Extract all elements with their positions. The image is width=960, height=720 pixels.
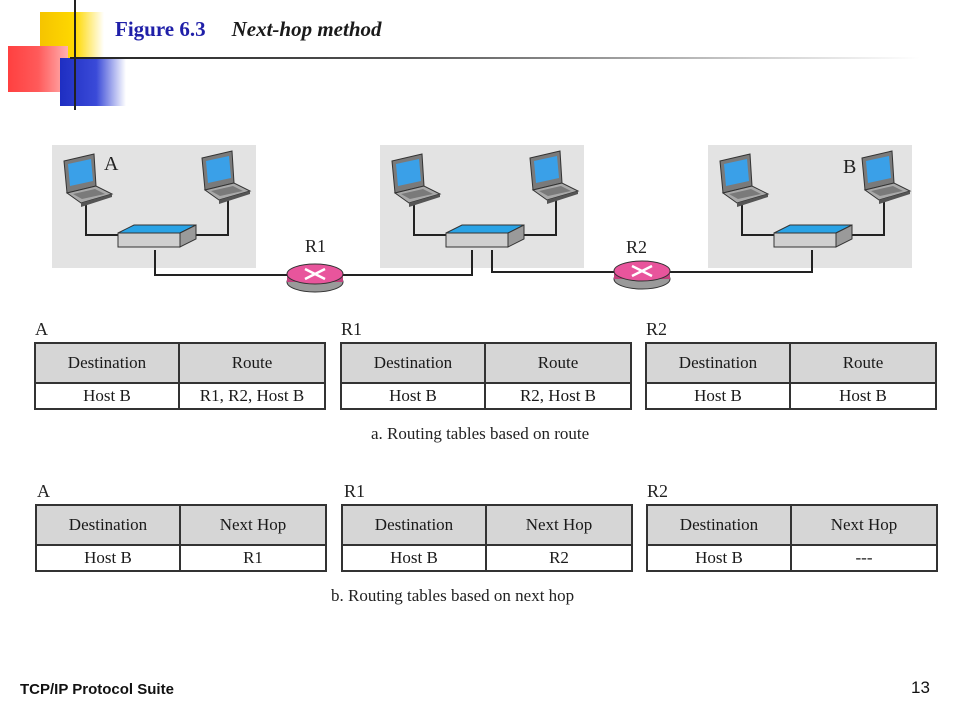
route-table-r1 — [340, 342, 632, 410]
nexthop-table-r1 — [341, 504, 633, 572]
table-row — [35, 383, 325, 409]
router-r1-label: R1 — [305, 236, 327, 256]
route-table-r2 — [645, 342, 937, 410]
switch-icon — [446, 225, 524, 247]
host-a-label: A — [104, 153, 119, 175]
table-header: Destination — [646, 343, 790, 383]
table-header: Destination — [341, 343, 485, 383]
footer-suite: TCP/IP Protocol Suite — [20, 681, 174, 698]
network-diagram — [0, 0, 960, 300]
table-cell: --- — [791, 545, 937, 571]
table-cell: Host B — [341, 383, 485, 409]
table-cell: Host B — [646, 383, 790, 409]
table-header: Destination — [342, 505, 486, 545]
router-icon — [614, 261, 670, 289]
route-table-r2-label: R2 — [646, 319, 668, 339]
table-header: Destination — [647, 505, 791, 545]
table-row — [36, 545, 326, 571]
table-header: Route — [179, 343, 325, 383]
route-table-a-label: A — [35, 319, 48, 339]
table-row — [341, 383, 631, 409]
table-cell: Host B — [647, 545, 791, 571]
table-cell: Host B — [790, 383, 936, 409]
table-header: Destination — [36, 505, 180, 545]
table-header: Route — [790, 343, 936, 383]
table-cell: R2 — [486, 545, 632, 571]
table-cell: Host B — [342, 545, 486, 571]
route-table-r1-label: R1 — [341, 319, 363, 339]
nexthop-tables-caption: b. Routing tables based on next hop — [331, 586, 575, 605]
table-header: Next Hop — [791, 505, 937, 545]
table-cell: R2, Host B — [485, 383, 631, 409]
nexthop-table-r2-label: R2 — [647, 481, 669, 501]
page-number: 13 — [911, 678, 930, 697]
host-b-label: B — [843, 156, 857, 178]
table-cell: R1 — [180, 545, 326, 571]
table-cell: Host B — [35, 383, 179, 409]
route-table-a — [34, 342, 326, 410]
switch-icon — [774, 225, 852, 247]
table-row — [342, 545, 632, 571]
nexthop-table-a — [35, 504, 327, 572]
table-header: Next Hop — [486, 505, 632, 545]
nexthop-table-a-label: A — [37, 481, 50, 501]
table-header: Next Hop — [180, 505, 326, 545]
table-row — [647, 545, 937, 571]
table-header: Destination — [35, 343, 179, 383]
nexthop-table-r1-label: R1 — [344, 481, 366, 501]
figure-name: Next-hop method — [231, 17, 382, 41]
table-header: Route — [485, 343, 631, 383]
table-cell: Host B — [36, 545, 180, 571]
router-icon — [287, 264, 343, 292]
table-row — [646, 383, 936, 409]
table-cell: R1, R2, Host B — [179, 383, 325, 409]
nexthop-table-r2 — [646, 504, 938, 572]
route-tables-caption: a. Routing tables based on route — [371, 424, 590, 443]
figure-number: Figure 6.3 — [115, 17, 206, 41]
router-r2-label: R2 — [626, 237, 648, 257]
switch-icon — [118, 225, 196, 247]
